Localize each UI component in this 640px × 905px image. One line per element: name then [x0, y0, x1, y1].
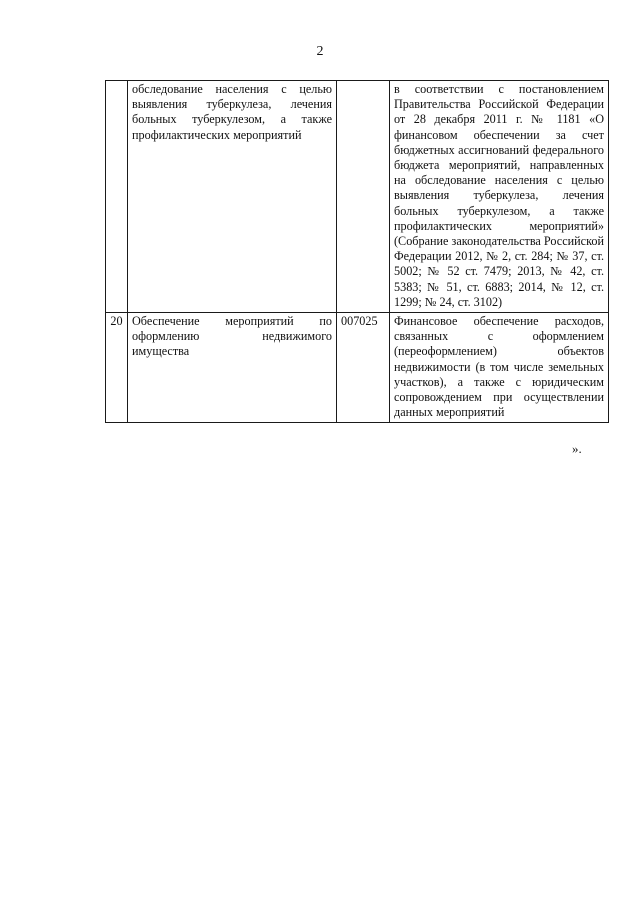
row-number-cell [106, 81, 128, 313]
page-number: 2 [316, 44, 324, 59]
row-description-cell: Финансовое обеспечение расходов, связанных с оформлением (переоформлением) объектов недвижимости (в том числе земельных участков), а также с юридическим сопровождением при осуществлении данных мероприятий [390, 313, 609, 423]
row-number-cell: 20 [106, 313, 128, 423]
closing-quote-mark: ». [572, 441, 582, 456]
table-row [106, 313, 609, 423]
row-description-cell: в соответствии с постановлением Правительства Российской Федерации от 28 декабря 2011 г. № 1181 «О финансовом обеспечении за счет бюджетных ассигнований федерального бюджета мероприятий, направленных на обследование населения с целью выявления туберкулеза, лечения больных туберкулезом, а также профилактических мероприятий» (Собрание законодательства Российской Федерации 2012, № 2, ст. 284; № 37, ст. 5002; № 52 ст. 7479; 2013, № 42, ст. 5383; № 51, ст. 6883; 2014, № 12, ст. 1299; № 24, ст. 3102) [390, 81, 609, 313]
expenditure-table [105, 80, 609, 423]
row-code-cell [337, 81, 390, 313]
table-row [106, 81, 609, 313]
row-name-cell: обследование населения с целью выявления туберкулеза, лечения больных туберкулезом, а также профилактических мероприятий [128, 81, 337, 313]
row-name-cell: Обеспечение мероприятий по оформлению недвижимого имущества [128, 313, 337, 423]
row-code-cell: 007025 [337, 313, 390, 423]
